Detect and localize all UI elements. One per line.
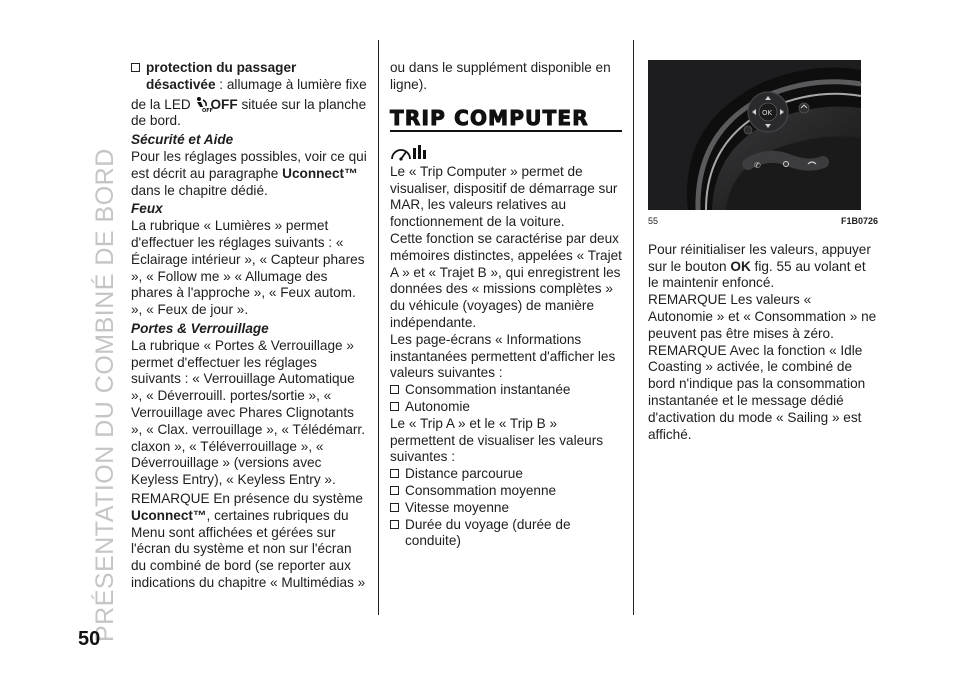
- remark-idle-coasting-text: REMARQUE Avec la fonction « Idle Coasting » activée, le combiné de bord n'indique pas la consommation instantanée et le message dédié d'activation du mode « Sailing » est affiché.: [648, 342, 866, 442]
- title-rule: [390, 130, 622, 132]
- trip-computer-gauge-icon: [390, 142, 428, 162]
- checkbox-bullet-icon: [390, 503, 399, 512]
- side-chapter-title: PRÉSENTATION DU COMBINÉ DE BORD: [91, 148, 119, 642]
- security-heading: Sécurité et Aide: [131, 132, 234, 148]
- checkbox-bullet-icon: [131, 63, 140, 72]
- remark-text: REMARQUE En présence du système Uconnect™, certaines rubriques du Menu sont affichées et gérées sur l'écran du système et non sur l'écran du combiné de bord (se reporter aux indications du chapitre « Multimédias »: [131, 490, 366, 590]
- passenger-protection-item: protection du passager désactivée : allumage à lumière fixe: [131, 60, 367, 94]
- phone-icon: ✆: [754, 161, 761, 170]
- checkbox-bullet-icon: [390, 469, 399, 478]
- reset-text: Pour réinitialiser les valeurs, appuyer sur le bouton OK fig. 55 au volant et le maintenir enfoncé.: [648, 241, 871, 291]
- continuation-text: ou dans le supplément disponible en ligne).: [390, 60, 611, 92]
- column-left: [131, 60, 367, 592]
- column-divider: [378, 40, 379, 615]
- remark-autonomie-text: REMARQUE Les valeurs « Autonomie » et « Consommation » ne peuvent pas être mises à zéro.: [648, 292, 877, 341]
- list-item: Consommation moyenne: [390, 483, 622, 500]
- column-divider: [633, 40, 634, 615]
- page-number: 50: [78, 628, 101, 650]
- doors-text: La rubrique « Portes & Verrouillage » permet d'effectuer les réglages suivants : « Verrouillage Automatique », « Déverrouill. portes/sortie », « Verrouillage avec Phares Clignotants », « Clax. verrouillage », « Télédémarr. claxon », « Téléverrouillage », « Déverrouillage » (versions avec Keyless Entry), « Keyless Entry ».: [131, 337, 365, 488]
- airbag-off-icon: [194, 96, 214, 114]
- list-item: Consommation instantanée: [390, 382, 622, 399]
- lights-heading: Feux: [131, 201, 163, 217]
- figure-number: 55: [648, 216, 659, 226]
- list-item: Durée du voyage (durée de conduite): [390, 517, 622, 551]
- checkbox-bullet-icon: [390, 520, 399, 529]
- list-item: Vitesse moyenne: [390, 500, 622, 517]
- checkbox-bullet-icon: [390, 486, 399, 495]
- figure-caption: [648, 213, 878, 230]
- trip-intro-text: Le « Trip Computer » permet de visualiser, dispositif de démarrage sur MAR, les valeurs relatives au fonctionnement de la voiture.: [390, 163, 618, 230]
- checkbox-bullet-icon: [390, 402, 399, 411]
- column-right: [648, 60, 878, 443]
- steering-wheel-illustration: [648, 60, 861, 210]
- passenger-led-text: de la LED OFF OFF située sur la planche de bord.: [131, 96, 367, 129]
- steering-wheel-figure: [648, 60, 861, 210]
- lights-text: La rubrique « Lumières » permet d'effectuer les réglages suivants : « Éclairage intérieur », « Capteur phares », « Follow me » « Allumage des phares à l'approche », « Feux autom. », « Feux de jour ».: [131, 218, 365, 318]
- trip-computer-title: TRIP COMPUTER: [390, 105, 589, 130]
- checkbox-bullet-icon: [390, 385, 399, 394]
- security-text: Pour les réglages possibles, voir ce qui est décrit au paragraphe Uconnect™ dans le chapitre dédié.: [131, 148, 367, 198]
- passenger-heading: protection du passager désactivée: [146, 60, 297, 92]
- column-middle: [390, 60, 622, 550]
- ok-button-cluster: [748, 92, 788, 132]
- trip-ab-text: Le « Trip A » et le « Trip B » permettent de visualiser les valeurs suivantes :: [390, 415, 604, 465]
- doors-heading: Portes & Verrouillage: [131, 320, 269, 336]
- trip-pages-text: Les page-écrans « Informations instantanées permettent d'afficher les valeurs suivantes :: [390, 331, 616, 381]
- list-item: Distance parcourue: [390, 466, 622, 483]
- svg-text:OFF: OFF: [202, 107, 214, 114]
- trip-memory-text: Cette fonction se caractérise par deux mémoires distinctes, appelées « Trajet A » et « Trajet B », qui enregistrent les données des « missions complètes » du véhicule (voyages) de manière indépendante.: [390, 231, 622, 331]
- ok-label: OK: [762, 109, 773, 117]
- list-item: Autonomie: [390, 399, 622, 416]
- figure-code: F1B0726: [840, 216, 878, 226]
